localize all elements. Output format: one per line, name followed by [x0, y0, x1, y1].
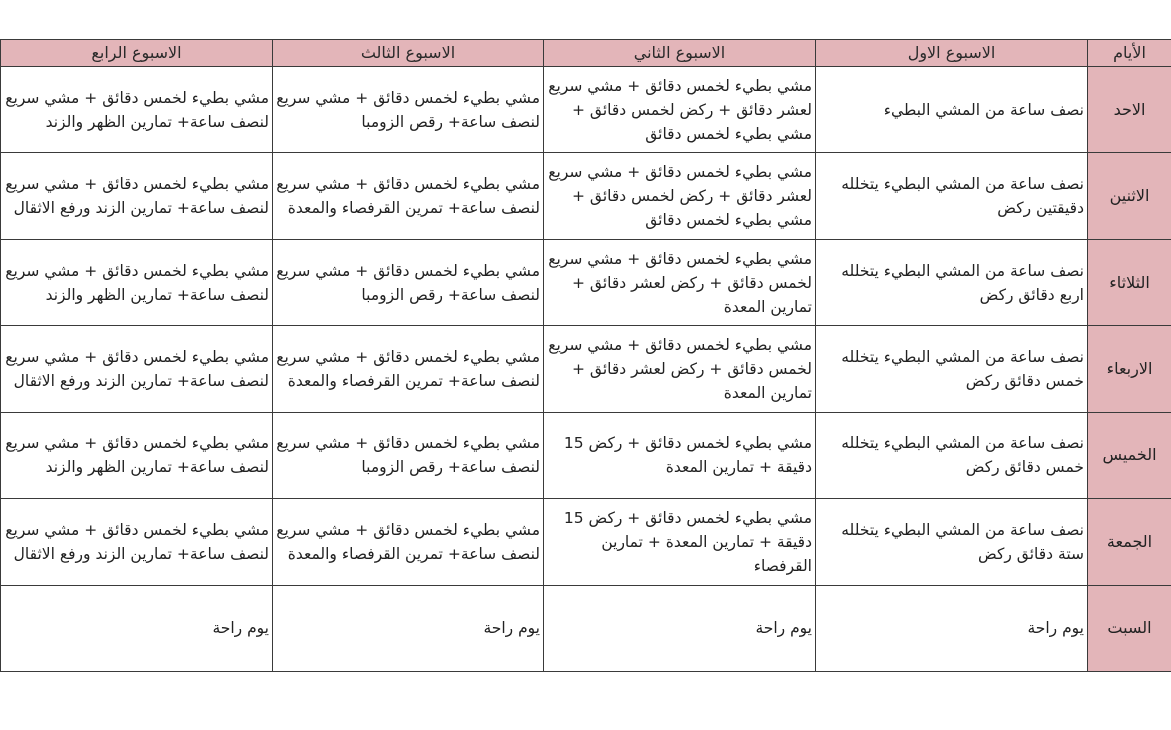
week-4-cell: مشي بطيء لخمس دقائق + مشي سريع لنصف ساعة+ تمارين الزند ورفع الاثقال [1, 326, 273, 412]
week-3-cell: مشي بطيء لخمس دقائق + مشي سريع لنصف ساعة+ رقص الزومبا [273, 412, 544, 498]
week-2-cell: مشي بطيء لخمس دقائق + مشي سريع لعشر دقائق + ركض لخمس دقائق + مشي بطيء لخمس دقائق [544, 67, 816, 153]
day-cell: الاثنين [1088, 153, 1171, 239]
day-cell: الجمعة [1088, 499, 1171, 585]
header-week-1: الاسبوع الاول [816, 40, 1088, 67]
week-1-cell: نصف ساعة من المشي البطيء [816, 67, 1088, 153]
week-3-cell: مشي بطيء لخمس دقائق + مشي سريع لنصف ساعة+ تمرين القرفصاء والمعدة [273, 326, 544, 412]
header-week-2: الاسبوع الثاني [544, 40, 816, 67]
week-2-cell: مشي بطيء لخمس دقائق + ركض 15 دقيقة + تمارين المعدة + تمارين القرفصاء [544, 499, 816, 585]
table-row [1, 412, 1171, 498]
week-2-cell: مشي بطيء لخمس دقائق + مشي سريع لخمس دقائق + ركض لعشر دقائق + تمارين المعدة [544, 239, 816, 325]
header-week-3: الاسبوع الثالث [273, 40, 544, 67]
week-4-cell: يوم راحة [1, 585, 273, 671]
week-3-cell: مشي بطيء لخمس دقائق + مشي سريع لنصف ساعة+ رقص الزومبا [273, 67, 544, 153]
table-row [1, 326, 1171, 412]
day-cell: الثلاثاء [1088, 239, 1171, 325]
table-row [1, 67, 1171, 153]
header-days: الأيام [1088, 40, 1171, 67]
workout-schedule-table [0, 39, 1171, 672]
week-4-cell: مشي بطيء لخمس دقائق + مشي سريع لنصف ساعة+ تمارين الزند ورفع الاثقال [1, 499, 273, 585]
week-1-cell: نصف ساعة من المشي البطيء يتخلله خمس دقائق ركض [816, 412, 1088, 498]
week-1-cell: نصف ساعة من المشي البطيء يتخلله اربع دقائق ركض [816, 239, 1088, 325]
week-1-cell: نصف ساعة من المشي البطيء يتخلله دقيقتين ركض [816, 153, 1088, 239]
header-week-4: الاسبوع الرابع [1, 40, 273, 67]
table-row [1, 153, 1171, 239]
week-4-cell: مشي بطيء لخمس دقائق + مشي سريع لنصف ساعة+ تمارين الظهر والزند [1, 67, 273, 153]
week-3-cell: مشي بطيء لخمس دقائق + مشي سريع لنصف ساعة+ تمرين القرفصاء والمعدة [273, 153, 544, 239]
week-3-cell: مشي بطيء لخمس دقائق + مشي سريع لنصف ساعة+ تمرين القرفصاء والمعدة [273, 499, 544, 585]
table-row [1, 585, 1171, 671]
week-3-cell: يوم راحة [273, 585, 544, 671]
week-2-cell: مشي بطيء لخمس دقائق + ركض 15 دقيقة + تمارين المعدة [544, 412, 816, 498]
day-cell: الخميس [1088, 412, 1171, 498]
week-2-cell: مشي بطيء لخمس دقائق + مشي سريع لخمس دقائق + ركض لعشر دقائق + تمارين المعدة [544, 326, 816, 412]
table-row [1, 499, 1171, 585]
week-1-cell: نصف ساعة من المشي البطيء يتخلله خمس دقائق ركض [816, 326, 1088, 412]
header-row [1, 40, 1171, 67]
week-4-cell: مشي بطيء لخمس دقائق + مشي سريع لنصف ساعة+ تمارين الظهر والزند [1, 412, 273, 498]
week-1-cell: يوم راحة [816, 585, 1088, 671]
week-3-cell: مشي بطيء لخمس دقائق + مشي سريع لنصف ساعة+ رقص الزومبا [273, 239, 544, 325]
week-4-cell: مشي بطيء لخمس دقائق + مشي سريع لنصف ساعة+ تمارين الظهر والزند [1, 239, 273, 325]
week-2-cell: يوم راحة [544, 585, 816, 671]
week-1-cell: نصف ساعة من المشي البطيء يتخلله ستة دقائق ركض [816, 499, 1088, 585]
day-cell: السبت [1088, 585, 1171, 671]
day-cell: الاحد [1088, 67, 1171, 153]
week-2-cell: مشي بطيء لخمس دقائق + مشي سريع لعشر دقائق + ركض لخمس دقائق + مشي بطيء لخمس دقائق [544, 153, 816, 239]
day-cell: الاربعاء [1088, 326, 1171, 412]
week-4-cell: مشي بطيء لخمس دقائق + مشي سريع لنصف ساعة+ تمارين الزند ورفع الاثقال [1, 153, 273, 239]
table-row [1, 239, 1171, 325]
